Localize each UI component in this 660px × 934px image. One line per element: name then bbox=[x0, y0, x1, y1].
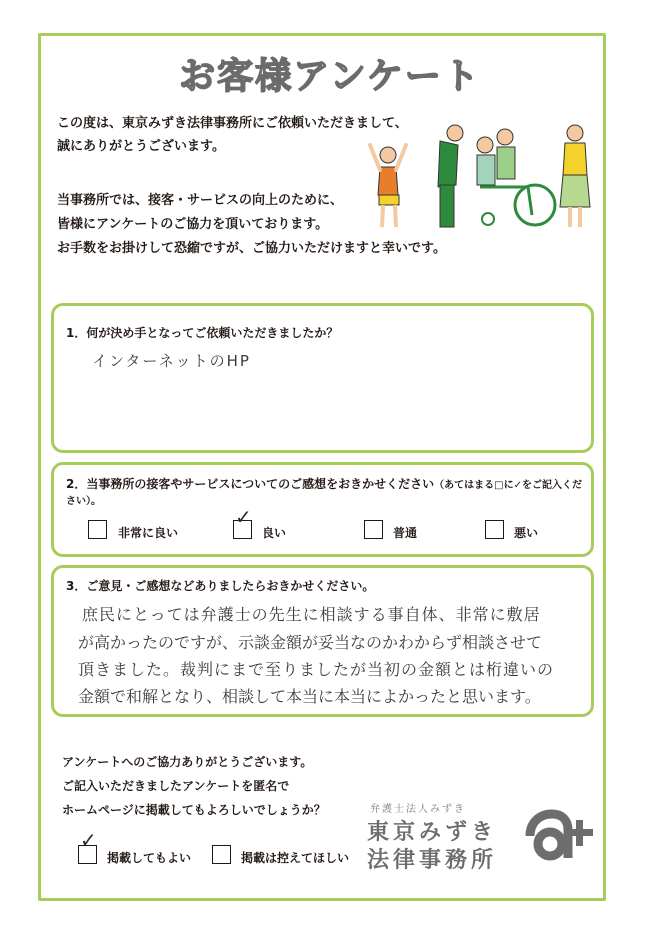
question-3-section bbox=[51, 565, 594, 717]
intro-line-2: 誠にありがとうございます。 bbox=[57, 139, 225, 154]
question-1-section bbox=[51, 303, 594, 453]
option-very-good-checkbox[interactable] bbox=[88, 520, 107, 539]
question-2-note: （あてはまる□に✓をご記入ください）。 bbox=[66, 480, 582, 507]
question-1-label: 1．何が決め手となってご依頼いただきましたか？ bbox=[66, 326, 339, 340]
firm-name-line-1: 東京みずき bbox=[367, 820, 498, 845]
question-3-answer-line-4[interactable]: 金額で和解となり、相談して本当に本当によかったと思います。 bbox=[78, 687, 541, 706]
question-3-answer-line-1[interactable]: 庶民にとっては弁護士の先生に相談する事自体、非常に敷居 bbox=[82, 605, 541, 624]
closing-line-3: ホームページに掲載してもよろしいでしょうか？ bbox=[62, 803, 326, 817]
bowing-man-figure bbox=[438, 125, 463, 227]
intro-line-5: お手数をお掛けして恐縮ですが、ご協力いただけますと幸いです。 bbox=[57, 241, 446, 256]
intro-line-4: 皆様にアンケートのご協力を頂いております。 bbox=[57, 217, 329, 232]
firm-name-line-2: 法律事務所 bbox=[367, 848, 498, 873]
woman-figure bbox=[560, 125, 590, 227]
publish-decline-label: 掲載は控えてほしい bbox=[241, 851, 350, 865]
publish-ok-label: 掲載してもよい bbox=[107, 851, 192, 865]
child-figure bbox=[370, 145, 406, 227]
intro-line-1: この度は、東京みずき法律事務所にご依頼いただきまして、 bbox=[57, 116, 408, 131]
option-average-label: 普通 bbox=[393, 526, 418, 540]
option-average-checkbox[interactable] bbox=[364, 520, 383, 539]
publish-ok-checkmark-icon: ✓ bbox=[80, 828, 97, 852]
intro-line-3: 当事務所では、接客・サービスの向上のために、 bbox=[57, 193, 344, 208]
publish-decline-checkbox[interactable] bbox=[212, 845, 231, 864]
option-bad-label: 悪い bbox=[514, 526, 539, 540]
firm-corporate-name: 弁護士法人みずき bbox=[370, 804, 466, 815]
question-3-label: 3．ご意見・ご感想などありましたらおきかせください。 bbox=[66, 579, 375, 593]
option-very-good-label: 非常に良い bbox=[118, 526, 179, 540]
people-illustration bbox=[360, 115, 600, 235]
option-good-label: 良い bbox=[262, 526, 287, 540]
question-2-section bbox=[51, 462, 594, 557]
question-2-label bbox=[66, 475, 591, 507]
question-1-answer[interactable]: インターネットのHP bbox=[92, 352, 251, 370]
page-title: お客様アンケート bbox=[179, 56, 481, 97]
question-2-text: 2．当事務所の接客やサービスについてのご感想をおきかせください bbox=[66, 477, 435, 491]
option-good-checkmark-icon: ✓ bbox=[235, 505, 252, 529]
question-3-answer-line-2[interactable]: が高かったのですが、示談金額が妥当なのかわからず相談させて bbox=[78, 633, 543, 652]
closing-line-1: アンケートへのご協力ありがとうございます。 bbox=[62, 755, 313, 769]
wheelchair-figure bbox=[477, 129, 555, 225]
closing-line-2: ご記入いただきましたアンケートを匿名で bbox=[62, 779, 290, 793]
firm-logo-icon bbox=[524, 800, 596, 864]
option-bad-checkbox[interactable] bbox=[485, 520, 504, 539]
question-3-answer-line-3[interactable]: 頂きました。裁判にまで至りましたが当初の金額とは桁違いの bbox=[78, 660, 555, 679]
